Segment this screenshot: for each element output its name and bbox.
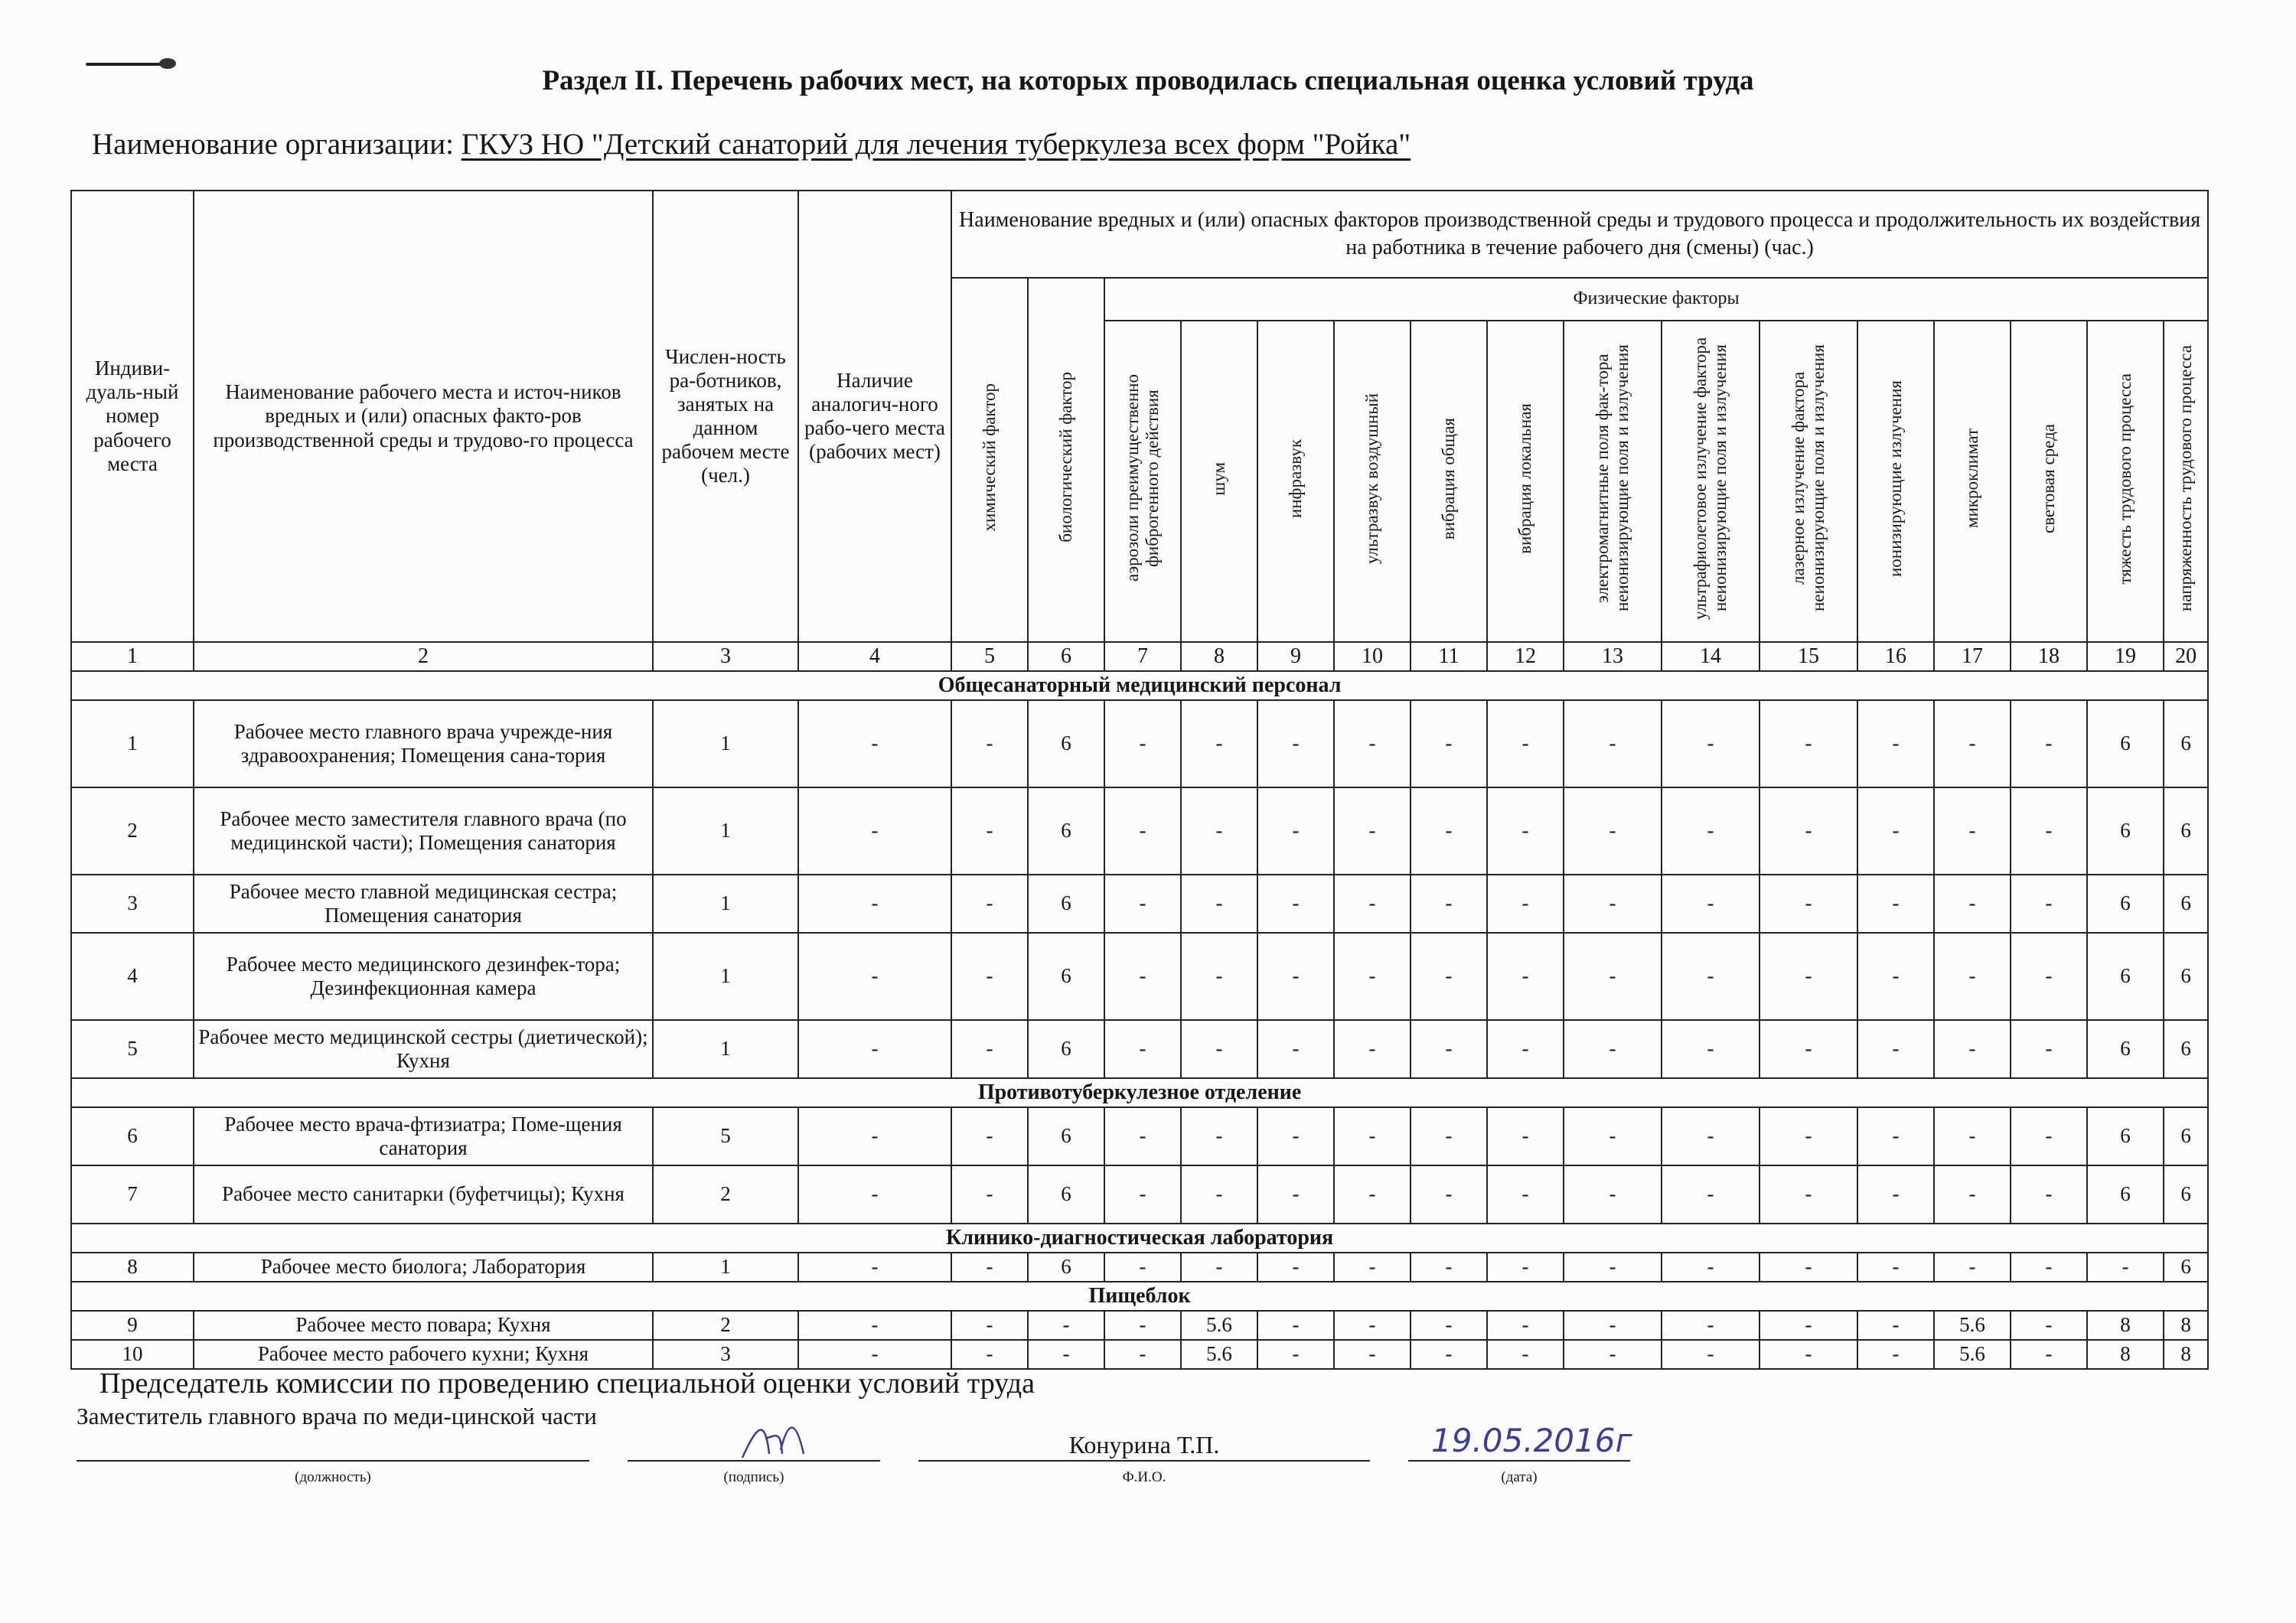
- factor-cell: -: [1487, 787, 1564, 875]
- factor-cell: -: [1104, 1165, 1181, 1224]
- factor-cell: -: [2011, 1340, 2087, 1369]
- factor-cell: -: [1564, 933, 1662, 1020]
- column-number: 16: [1857, 642, 1934, 671]
- column-number: 14: [1662, 642, 1760, 671]
- workplace-id: 2: [71, 787, 194, 875]
- factor-cell: -: [1564, 1311, 1662, 1340]
- factor-cell: -: [1934, 1165, 2011, 1224]
- factor-cell: -: [2011, 700, 2087, 787]
- worker-count: 1: [653, 1253, 798, 1282]
- worker-count: 2: [653, 1165, 798, 1224]
- workplace-id: 4: [71, 933, 194, 1020]
- header-biological: биологический фактор: [1028, 278, 1104, 642]
- column-number: 10: [1334, 642, 1411, 671]
- factor-cell: -: [1857, 1311, 1934, 1340]
- factor-cell: 6: [2164, 933, 2208, 1020]
- factor-cell: -: [1487, 1253, 1564, 1282]
- factor-cell: -: [951, 933, 1028, 1020]
- workplace-id: 1: [71, 700, 194, 787]
- section-title: Клинико-диагностическая лаборатория: [71, 1224, 2208, 1253]
- header-ultrasound: ультразвук воздушный: [1334, 321, 1411, 642]
- workplace-name: Рабочее место главной медицинская сестра; Помещения санатория: [194, 875, 653, 933]
- factor-cell: -: [1257, 1020, 1334, 1078]
- factor-cell: 6: [2164, 875, 2208, 933]
- organization-value: ГКУЗ НО "Детский санаторий для лечения туберкулеза всех форм "Ройка": [461, 128, 1411, 161]
- header-id: Индиви-дуаль-ный номер рабочего места: [71, 191, 194, 642]
- factor-cell: 5.6: [1934, 1340, 2011, 1369]
- table-row: [71, 787, 2208, 875]
- factor-cell: -: [1760, 1340, 1857, 1369]
- header-light: световая среда: [2011, 321, 2087, 642]
- factor-cell: -: [1857, 700, 1934, 787]
- factor-cell: -: [1857, 1253, 1934, 1282]
- factor-cell: -: [1760, 1165, 1857, 1224]
- factor-cell: -: [798, 1340, 951, 1369]
- factor-cell: -: [1564, 1020, 1662, 1078]
- factor-cell: -: [798, 1165, 951, 1224]
- factor-cell: 6: [2087, 1107, 2164, 1165]
- factor-cell: -: [1181, 933, 1257, 1020]
- factor-cell: -: [1334, 1165, 1411, 1224]
- factor-cell: -: [1662, 700, 1760, 787]
- factor-cell: -: [1564, 1107, 1662, 1165]
- factor-cell: -: [1487, 1165, 1564, 1224]
- factor-cell: 6: [1028, 875, 1104, 933]
- factor-cell: -: [1760, 1107, 1857, 1165]
- factor-cell: -: [1487, 1107, 1564, 1165]
- column-number: 15: [1760, 642, 1857, 671]
- factor-cell: -: [1334, 700, 1411, 787]
- factor-cell: -: [2011, 875, 2087, 933]
- factor-cell: -: [1104, 1107, 1181, 1165]
- factor-cell: -: [1104, 875, 1181, 933]
- factor-cell: -: [1257, 1107, 1334, 1165]
- factor-cell: -: [1564, 1340, 1662, 1369]
- workplace-name: Рабочее место повара; Кухня: [194, 1311, 653, 1340]
- column-number: 8: [1181, 642, 1257, 671]
- factor-cell: -: [2011, 1165, 2087, 1224]
- workplace-name: Рабочее место главного врача учрежде-ния здравоохранения; Помещения сана-тория: [194, 700, 653, 787]
- factor-cell: -: [798, 1107, 951, 1165]
- column-number: 4: [798, 642, 951, 671]
- workplace-name: Рабочее место врача-фтизиатра; Поме-щения санатория: [194, 1107, 653, 1165]
- factor-cell: -: [1564, 875, 1662, 933]
- factor-cell: -: [1411, 787, 1487, 875]
- factor-cell: -: [1411, 1107, 1487, 1165]
- factor-cell: -: [1104, 787, 1181, 875]
- factor-cell: 5.6: [1934, 1311, 2011, 1340]
- factor-cell: -: [1760, 1253, 1857, 1282]
- factor-cell: -: [1662, 1253, 1760, 1282]
- column-number: 3: [653, 642, 798, 671]
- worker-count: 1: [653, 787, 798, 875]
- factor-cell: -: [2011, 1107, 2087, 1165]
- factor-cell: -: [1181, 1165, 1257, 1224]
- factor-cell: 6: [2164, 787, 2208, 875]
- column-number: 19: [2087, 642, 2164, 671]
- factor-cell: -: [1857, 787, 1934, 875]
- factor-cell: -: [1334, 933, 1411, 1020]
- section-title: Противотуберкулезное отделение: [71, 1078, 2208, 1107]
- factor-cell: -: [1257, 933, 1334, 1020]
- factor-cell: 6: [1028, 1107, 1104, 1165]
- fio-line: [918, 1460, 1370, 1462]
- header-uv: ультрафиолетовое излучение фактора неионизирующие поля и излучения: [1662, 321, 1760, 642]
- section-row: [71, 1282, 2208, 1311]
- signature-date: 19.05.2016г: [1431, 1422, 1632, 1459]
- factor-cell: -: [1257, 1253, 1334, 1282]
- column-number: 20: [2164, 642, 2208, 671]
- table-row: [71, 1311, 2208, 1340]
- factor-cell: -: [1857, 1020, 1934, 1078]
- header-vibration-local: вибрация локальная: [1487, 321, 1564, 642]
- factor-cell: -: [1564, 1253, 1662, 1282]
- header-noise: шум: [1181, 321, 1257, 642]
- column-number: 5: [951, 642, 1028, 671]
- factor-cell: 6: [1028, 1165, 1104, 1224]
- table-row: [71, 1253, 2208, 1282]
- signature-position: Заместитель главного врача по меди-цинской части: [77, 1403, 597, 1429]
- organization-line: [92, 127, 1411, 161]
- factor-cell: -: [1104, 1253, 1181, 1282]
- factor-cell: 6: [2164, 1165, 2208, 1224]
- header-microclimate: микроклимат: [1934, 321, 2011, 642]
- factor-cell: -: [1181, 700, 1257, 787]
- factor-cell: -: [1857, 875, 1934, 933]
- factor-cell: -: [1181, 787, 1257, 875]
- workplace-id: 7: [71, 1165, 194, 1224]
- column-number: 9: [1257, 642, 1334, 671]
- factor-cell: 6: [2164, 1253, 2208, 1282]
- factor-cell: 5.6: [1181, 1311, 1257, 1340]
- table-row: [71, 933, 2208, 1020]
- factor-cell: 8: [2087, 1311, 2164, 1340]
- factor-cell: 6: [2087, 1020, 2164, 1078]
- factor-cell: -: [1257, 875, 1334, 933]
- factor-cell: 6: [2087, 1165, 2164, 1224]
- factor-cell: 8: [2164, 1340, 2208, 1369]
- factor-cell: -: [1662, 1107, 1760, 1165]
- section-row: [71, 671, 2208, 700]
- workplaces-table: [70, 190, 2209, 1370]
- factor-cell: -: [1104, 1311, 1181, 1340]
- factor-cell: -: [1181, 1107, 1257, 1165]
- signature-fio: Конурина Т.П.: [1068, 1431, 1220, 1458]
- factor-cell: -: [951, 1020, 1028, 1078]
- factor-cell: -: [1411, 875, 1487, 933]
- factor-cell: 5.6: [1181, 1340, 1257, 1369]
- factor-cell: 6: [2087, 875, 2164, 933]
- factor-cell: -: [951, 1165, 1028, 1224]
- factor-cell: 6: [2164, 700, 2208, 787]
- factor-cell: -: [1564, 787, 1662, 875]
- factor-cell: -: [1257, 787, 1334, 875]
- signature-line: [628, 1460, 880, 1462]
- worker-count: 1: [653, 1020, 798, 1078]
- factor-cell: -: [1934, 875, 2011, 933]
- factor-cell: 6: [1028, 1020, 1104, 1078]
- factor-cell: -: [1564, 700, 1662, 787]
- factor-cell: -: [1028, 1311, 1104, 1340]
- date-line: [1408, 1460, 1630, 1462]
- factor-cell: 6: [2164, 1107, 2208, 1165]
- column-number: 12: [1487, 642, 1564, 671]
- factor-cell: -: [1760, 875, 1857, 933]
- factor-cell: -: [1487, 700, 1564, 787]
- workplace-id: 8: [71, 1253, 194, 1282]
- column-number: 6: [1028, 642, 1104, 671]
- factor-cell: -: [951, 1340, 1028, 1369]
- workplace-name: Рабочее место биолога; Лаборатория: [194, 1253, 653, 1282]
- factor-cell: 6: [1028, 787, 1104, 875]
- column-number: 13: [1564, 642, 1662, 671]
- header-intensity: напряженность трудового процесса: [2164, 321, 2208, 642]
- factor-cell: -: [1411, 1311, 1487, 1340]
- factor-cell: 8: [2164, 1311, 2208, 1340]
- page-title: Раздел II. Перечень рабочих мест, на которых проводилась специальная оценка условий труда: [542, 65, 1754, 96]
- header-chemical: химический фактор: [951, 278, 1028, 642]
- workplace-id: 10: [71, 1340, 194, 1369]
- handwritten-signature: [735, 1416, 811, 1462]
- factor-cell: -: [1104, 1340, 1181, 1369]
- factor-cell: -: [1411, 1020, 1487, 1078]
- factor-cell: -: [951, 875, 1028, 933]
- factor-cell: -: [1181, 1253, 1257, 1282]
- header-aerosol: аэрозоли преимущественно фиброгенного действия: [1104, 321, 1181, 642]
- workplace-id: 9: [71, 1311, 194, 1340]
- factor-cell: -: [2011, 787, 2087, 875]
- caption-fio: Ф.И.О.: [1122, 1469, 1166, 1485]
- workplace-name: Рабочее место медицинского дезинфек-тора; Дезинфекционная камера: [194, 933, 653, 1020]
- factor-cell: -: [2011, 1311, 2087, 1340]
- header-emf: электромагнитные поля фак-тора неионизирующие поля и излучения: [1564, 321, 1662, 642]
- factor-cell: -: [1334, 1340, 1411, 1369]
- header-name: Наименование рабочего места и источ-ников вредных и (или) опасных факто-ров производственной среды и трудово-го процесса: [194, 191, 653, 642]
- factor-cell: -: [1564, 1165, 1662, 1224]
- factor-cell: -: [1760, 1020, 1857, 1078]
- worker-count: 1: [653, 933, 798, 1020]
- factor-cell: -: [1257, 1340, 1334, 1369]
- factor-cell: -: [1662, 933, 1760, 1020]
- factor-cell: -: [1411, 700, 1487, 787]
- worker-count: 1: [653, 875, 798, 933]
- factor-cell: -: [798, 933, 951, 1020]
- factor-cell: -: [1760, 1311, 1857, 1340]
- factor-cell: -: [951, 1253, 1028, 1282]
- table-row: [71, 1165, 2208, 1224]
- workplace-name: Рабочее место санитарки (буфетчицы); Кухня: [194, 1165, 653, 1224]
- factor-cell: -: [951, 700, 1028, 787]
- factor-cell: -: [951, 787, 1028, 875]
- header-severity: тяжесть трудового процесса: [2087, 321, 2164, 642]
- factor-cell: -: [1934, 787, 2011, 875]
- header-factors: Наименование вредных и (или) опасных факторов производственной среды и трудового процесса и продолжительность их воздействия на работника в течение рабочего дня (смены) (час.): [951, 191, 2208, 278]
- column-number: 18: [2011, 642, 2087, 671]
- factor-cell: -: [1662, 1165, 1760, 1224]
- section-title: Общесанаторный медицинский персонал: [71, 671, 2208, 700]
- factor-cell: -: [1411, 1340, 1487, 1369]
- factor-cell: -: [1181, 875, 1257, 933]
- factor-cell: -: [1934, 1020, 2011, 1078]
- factor-cell: -: [1257, 700, 1334, 787]
- position-line: [77, 1460, 589, 1462]
- column-number: 1: [71, 642, 194, 671]
- worker-count: 5: [653, 1107, 798, 1165]
- factor-cell: -: [1181, 1020, 1257, 1078]
- factor-cell: -: [1760, 933, 1857, 1020]
- workplace-id: 3: [71, 875, 194, 933]
- worker-count: 2: [653, 1311, 798, 1340]
- factor-cell: -: [1934, 700, 2011, 787]
- header-vibration-general: вибрация общая: [1411, 321, 1487, 642]
- factor-cell: -: [1857, 1107, 1934, 1165]
- factor-cell: -: [1257, 1165, 1334, 1224]
- table-row: [71, 1107, 2208, 1165]
- factor-cell: -: [1487, 1020, 1564, 1078]
- factor-cell: -: [1104, 1020, 1181, 1078]
- column-number: 11: [1411, 642, 1487, 671]
- factor-cell: -: [1411, 1253, 1487, 1282]
- factor-cell: -: [1662, 1020, 1760, 1078]
- factor-cell: -: [1487, 875, 1564, 933]
- organization-label: Наименование организации:: [92, 128, 454, 161]
- factor-cell: -: [1662, 875, 1760, 933]
- factor-cell: 6: [2087, 933, 2164, 1020]
- factor-cell: 6: [2087, 700, 2164, 787]
- workplace-id: 6: [71, 1107, 194, 1165]
- column-numbers-row: [71, 642, 2208, 671]
- factor-cell: -: [1028, 1340, 1104, 1369]
- factor-cell: -: [1934, 1253, 2011, 1282]
- section-title: Пищеблок: [71, 1282, 2208, 1311]
- section-row: [71, 1224, 2208, 1253]
- factor-cell: -: [1934, 933, 2011, 1020]
- worker-count: 1: [653, 700, 798, 787]
- header-infrasound: инфразвук: [1257, 321, 1334, 642]
- factor-cell: 6: [1028, 933, 1104, 1020]
- factor-cell: -: [1104, 700, 1181, 787]
- table-row: [71, 875, 2208, 933]
- factor-cell: -: [951, 1311, 1028, 1340]
- factor-cell: -: [798, 1253, 951, 1282]
- factor-cell: -: [1257, 1311, 1334, 1340]
- caption-position: (должность): [295, 1469, 371, 1485]
- factor-cell: -: [1104, 933, 1181, 1020]
- factor-cell: -: [1662, 1311, 1760, 1340]
- header-laser: лазерное излучение фактора неионизирующие поля и излучения: [1760, 321, 1857, 642]
- factor-cell: 6: [2164, 1020, 2208, 1078]
- factor-cell: -: [798, 1311, 951, 1340]
- factor-cell: -: [1411, 933, 1487, 1020]
- column-number: 2: [194, 642, 653, 671]
- header-ionizing: ионизирующие излучения: [1857, 321, 1934, 642]
- factor-cell: -: [1487, 1311, 1564, 1340]
- factor-cell: 6: [2087, 787, 2164, 875]
- commission-chairman-heading: Председатель комиссии по проведению специальной оценки условий труда: [99, 1367, 1035, 1400]
- column-number: 17: [1934, 642, 2011, 671]
- workplace-name: Рабочее место медицинской сестры (диетической); Кухня: [194, 1020, 653, 1078]
- factor-cell: 8: [2087, 1340, 2164, 1369]
- worker-count: 3: [653, 1340, 798, 1369]
- factor-cell: -: [1334, 1107, 1411, 1165]
- caption-date: (дата): [1501, 1469, 1538, 1485]
- workplace-name: Рабочее место рабочего кухни; Кухня: [194, 1340, 653, 1369]
- column-number: 7: [1104, 642, 1181, 671]
- table-row: [71, 1340, 2208, 1369]
- factor-cell: 6: [1028, 1253, 1104, 1282]
- factor-cell: -: [1934, 1107, 2011, 1165]
- section-row: [71, 1078, 2208, 1107]
- factor-cell: -: [1857, 1165, 1934, 1224]
- factor-cell: -: [798, 700, 951, 787]
- factor-cell: -: [1411, 1165, 1487, 1224]
- factor-cell: -: [1662, 1340, 1760, 1369]
- factor-cell: -: [2087, 1253, 2164, 1282]
- workplace-id: 5: [71, 1020, 194, 1078]
- factor-cell: -: [2011, 1253, 2087, 1282]
- factor-cell: -: [1857, 933, 1934, 1020]
- factor-cell: -: [1857, 1340, 1934, 1369]
- table-row: [71, 1020, 2208, 1078]
- factor-cell: -: [798, 875, 951, 933]
- factor-cell: -: [1334, 1311, 1411, 1340]
- factor-cell: -: [1662, 787, 1760, 875]
- table-row: [71, 700, 2208, 787]
- factor-cell: -: [798, 1020, 951, 1078]
- caption-signature: (подпись): [723, 1469, 784, 1485]
- factor-cell: -: [1334, 787, 1411, 875]
- factor-cell: -: [2011, 1020, 2087, 1078]
- factor-cell: -: [1487, 933, 1564, 1020]
- factor-cell: -: [951, 1107, 1028, 1165]
- factor-cell: -: [1334, 1253, 1411, 1282]
- factor-cell: -: [2011, 933, 2087, 1020]
- factor-cell: -: [798, 787, 951, 875]
- workplace-name: Рабочее место заместителя главного врача (по медицинской части); Помещения санатория: [194, 787, 653, 875]
- factor-cell: -: [1760, 787, 1857, 875]
- factor-cell: 6: [1028, 700, 1104, 787]
- factor-cell: -: [1760, 700, 1857, 787]
- factor-cell: -: [1487, 1340, 1564, 1369]
- header-physical: Физические факторы: [1104, 278, 2208, 321]
- header-count: Числен-ность ра-ботников, занятых на данном рабочем месте (чел.): [653, 191, 798, 642]
- header-analog: Наличие аналогич-ного рабо-чего места (рабочих мест): [798, 191, 951, 642]
- factor-cell: -: [1334, 1020, 1411, 1078]
- factor-cell: -: [1334, 875, 1411, 933]
